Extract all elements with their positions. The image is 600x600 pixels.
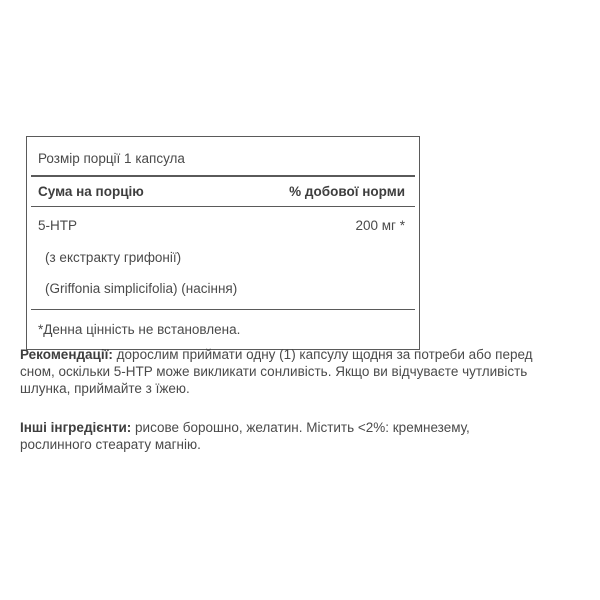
footnote-row	[27, 310, 419, 349]
serving-size-text: Розмір порції 1 капсула	[38, 151, 185, 166]
daily-value-label: % добової норми	[289, 184, 405, 199]
recommendations-text-1: дорослим приймати одну (1) капсулу щодня за потреби або перед	[116, 347, 533, 362]
other-ingredients-line-1	[20, 419, 580, 436]
recommendations-line-2: сном, оскільки 5-HTP може викликати сонливість. Якщо ви відчуваєте чутливість	[20, 364, 528, 379]
ingredient-row	[27, 207, 419, 309]
other-ingredients-label: Інші інгредієнти:	[20, 420, 132, 435]
ingredient-amount: 200 мг *	[355, 218, 405, 233]
ingredient-botanical: (Griffonia simplicifolia) (насіння)	[45, 281, 238, 296]
other-ingredients-text-1: рисове борошно, желатин. Містить <2%: кремнезему,	[135, 420, 470, 435]
amount-per-serving-label: Сума на порцію	[38, 184, 144, 199]
serving-size-row	[27, 137, 419, 175]
recommendations-line-1	[20, 346, 580, 363]
other-ingredients-paragraph	[20, 419, 580, 453]
ingredient-source: (з екстракту грифонії)	[45, 250, 182, 265]
supplement-facts-panel	[26, 136, 420, 350]
recommendations-line-3: шлунка, приймайте з їжею.	[20, 381, 190, 396]
facts-header-row	[27, 177, 419, 206]
other-ingredients-line-2: рослинного стеарату магнію.	[20, 437, 201, 452]
recommendations-paragraph	[20, 346, 580, 397]
recommendations-label: Рекомендації:	[20, 347, 113, 362]
ingredient-name: 5-HTP	[38, 218, 78, 233]
footnote-text: *Денна цінність не встановлена.	[38, 322, 241, 337]
